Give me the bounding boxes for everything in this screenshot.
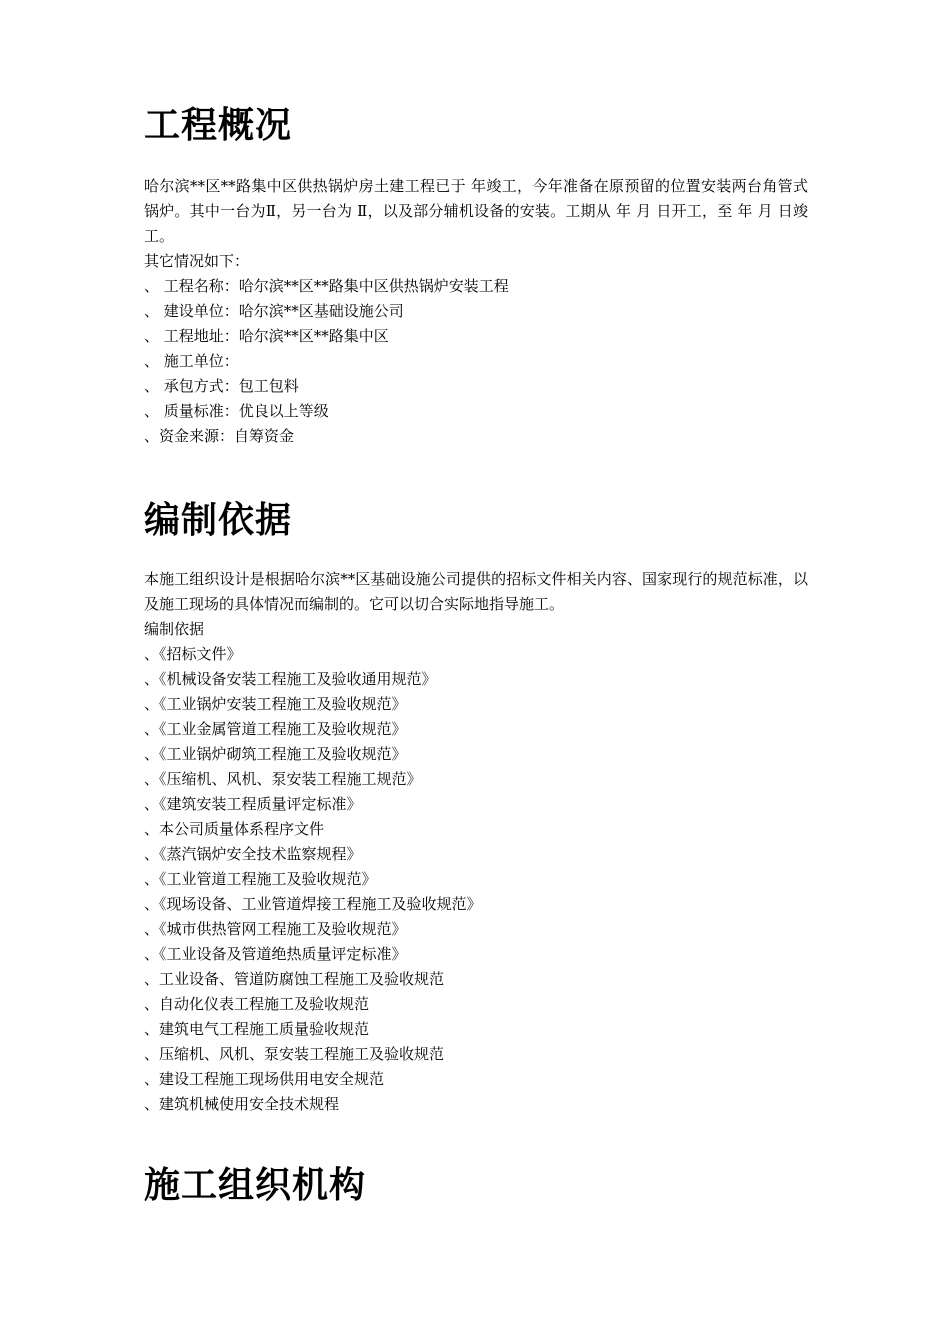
paragraph: 本施工组织设计是根据哈尔滨**区基础设施公司提供的招标文件相关内容、国家现行的规范标准，以及施工现场的具体情况而编制的。它可以切合实际地指导施工。: [144, 570, 808, 613]
list-item: 、自动化仪表工程施工及验收规范: [144, 995, 370, 1013]
list-item: 、《建筑安装工程质量评定标准》: [144, 795, 362, 813]
section-title-organization: 施工组织机构: [144, 1165, 367, 1206]
list-item: 、《压缩机、风机、泵安装工程施工规范》: [144, 770, 422, 788]
list-item: 、《工业锅炉安装工程施工及验收规范》: [144, 695, 407, 713]
list-item: 、《蒸汽锅炉安全技术监察规程》: [144, 845, 362, 863]
list-item: 、压缩机、风机、泵安装工程施工及验收规范: [144, 1045, 445, 1063]
list-item: 编制依据: [144, 620, 205, 638]
list-item: 、《城市供热管网工程施工及验收规范》: [144, 920, 407, 938]
section-body-basis: [144, 567, 808, 1117]
list-item: 、《招标文件》: [144, 645, 242, 663]
list-item: 、建设工程施工现场供用电安全规范: [144, 1070, 385, 1088]
list-item: 、《工业金属管道工程施工及验收规范》: [144, 720, 407, 738]
list-item: 、 施工单位：: [144, 352, 239, 370]
list-item: 、 工程名称：哈尔滨**区**路集中区供热锅炉安装工程: [144, 277, 509, 295]
list-item: 、 建设单位：哈尔滨**区基础设施公司: [144, 302, 404, 320]
paragraph: 哈尔滨**区**路集中区供热锅炉房土建工程已于 年竣工，今年准备在原预留的位置安装两台角管式锅炉。其中一台为Ⅱ，另一台为 Ⅱ，以及部分辅机设备的安装。工期从 年 月 日开工，至 年 月 日竣工。: [144, 177, 808, 245]
list-item: 、工业设备、管道防腐蚀工程施工及验收规范: [144, 970, 445, 988]
list-item: 其它情况如下：: [144, 252, 250, 270]
list-item: 、《现场设备、工业管道焊接工程施工及验收规范》: [144, 895, 482, 913]
list-item: 、建筑机械使用安全技术规程: [144, 1095, 340, 1113]
list-item: 、本公司质量体系程序文件: [144, 820, 325, 838]
list-item: 、《工业管道工程施工及验收规范》: [144, 870, 377, 888]
section-body-project-overview: [144, 174, 808, 449]
list-item: 、建筑电气工程施工质量验收规范: [144, 1020, 370, 1038]
list-item: 、《工业设备及管道绝热质量评定标准》: [144, 945, 407, 963]
list-item: 、资金来源：自筹资金: [144, 427, 295, 445]
list-item: 、 承包方式：包工包料: [144, 377, 299, 395]
list-item: 、 工程地址：哈尔滨**区**路集中区: [144, 327, 389, 345]
section-title-project-overview: 工程概况: [144, 105, 293, 146]
list-item: 、《机械设备安装工程施工及验收通用规范》: [144, 670, 437, 688]
list-item: 、 质量标准：优良以上等级: [144, 402, 329, 420]
list-item: 、《工业锅炉砌筑工程施工及验收规范》: [144, 745, 407, 763]
section-title-basis: 编制依据: [144, 500, 293, 541]
